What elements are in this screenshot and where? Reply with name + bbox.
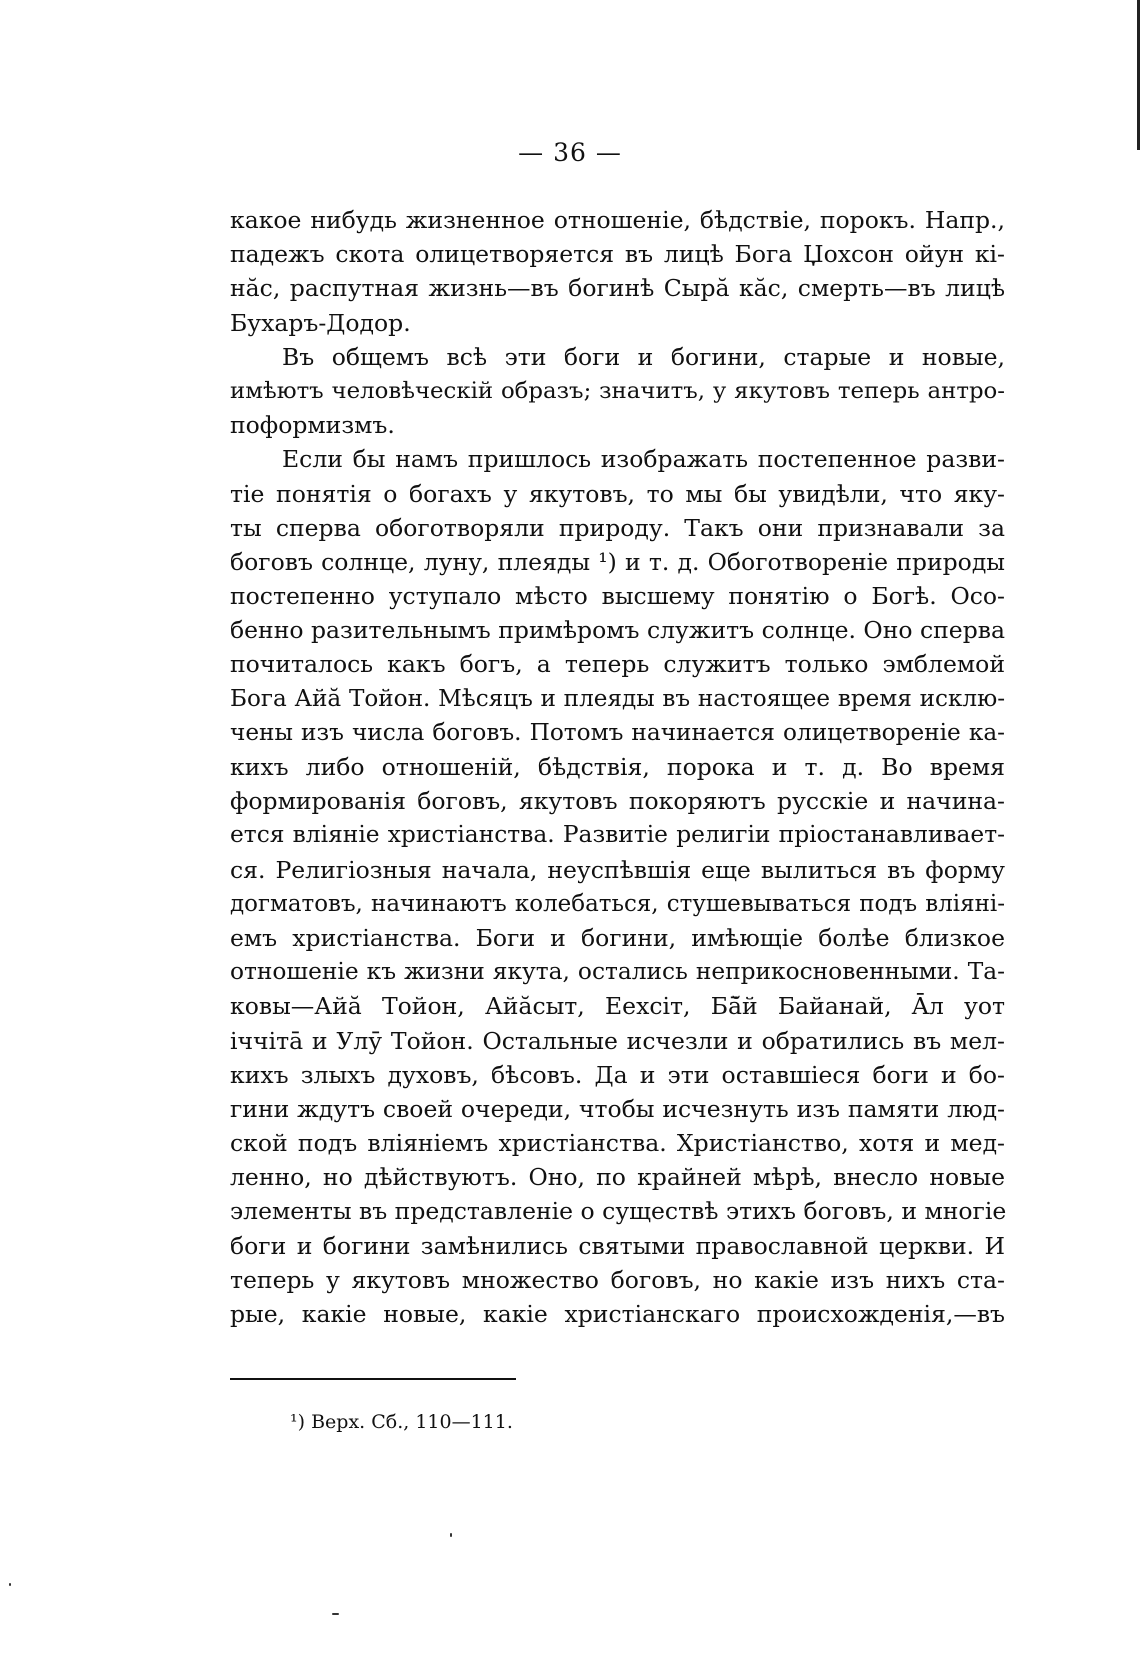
text-line: чены изъ числа боговъ. Потомъ начинается олицетвореніе ка- xyxy=(230,718,1005,746)
text-line: боговъ солнце, луну, плеяды ¹) и т. д. Обоготвореніе природы xyxy=(230,547,1005,576)
text-line: ковы—Айӑ Тойон, Айӑсыт, Еехсіт, Бā̆й Байанай, Āл уот xyxy=(230,992,1005,1021)
text-line: догматовъ, начинаютъ колебаться, стушевываться подъ вліяні- xyxy=(230,890,1005,917)
text-line: Бога Айӑ Тойон. Мѣсяцъ и плеяды въ настоящее время исклю- xyxy=(230,685,1005,712)
text-line: ется вліяніе христіанства. Развитіе религіи пріостанавливает- xyxy=(230,821,1005,849)
text-line: ты сперва обоготворяли природу. Такъ они признавали за xyxy=(230,513,1005,542)
text-line: почиталось какъ богъ, а теперь служитъ только эмблемой xyxy=(230,650,1005,679)
text-line: ленно, но дѣйствуютъ. Оно, по крайней мѣрѣ, внесло новые xyxy=(230,1163,1005,1192)
footnote: ¹) Верх. Сб., 110—111. xyxy=(290,1411,513,1433)
text-line: гини ждутъ своей очереди, чтобы исчезнуть изъ памяти люд- xyxy=(230,1094,1005,1123)
text-line: емъ христіанства. Боги и богини, имѣющіе болѣе близкое xyxy=(230,923,1005,952)
text-line: Въ общемъ всѣ эти боги и богини, старые и новые, xyxy=(282,342,1005,371)
text-line: имѣютъ человѣческій образъ; значитъ, у якутовъ теперь антро- xyxy=(230,377,1005,404)
text-line: отношеніе къ жизни якута, остались неприкосновенными. Та- xyxy=(230,958,1005,986)
text-line: кихъ злыхъ духовъ, бѣсовъ. Да и эти оставшіеся боги и бо- xyxy=(230,1060,1005,1089)
text-line: ся. Религіозныя начала, неуспѣвшія еще вылиться въ форму xyxy=(230,855,1005,884)
text-line: Бухаръ-Додор. xyxy=(230,308,411,337)
text-line: рые, какіе новые, какіе христіанскаго происхожденія,—въ xyxy=(230,1300,1005,1328)
text-line: падежъ скота олицетворяется въ лицѣ Бога Џохсон ойун кі- xyxy=(230,240,1005,269)
text-line: тіе понятія о богахъ у якутовъ, то мы бы увидѣли, что яку- xyxy=(230,479,1005,508)
text-line: поформизмъ. xyxy=(230,411,395,440)
text-line: бенно разительнымъ примѣромъ служитъ солнце. Оно сперва xyxy=(230,616,1005,645)
text-line: постепенно уступало мѣсто высшему понятію о Богѣ. Осо- xyxy=(230,582,1005,611)
text-line: кихъ либо отношеній, бѣдствія, порока и т. д. Во время xyxy=(230,753,1005,781)
page-number: — 36 — xyxy=(518,138,622,167)
body-text xyxy=(230,203,1005,1331)
scan-speck xyxy=(450,1533,452,1537)
text-line: элементы въ представленіе о существѣ этихъ боговъ, и многіе xyxy=(230,1197,1007,1226)
text-line: боги и богини замѣнились святыми православной церкви. И xyxy=(230,1231,1005,1260)
text-line: іччітā и Улӯ Тойон. Остальные исчезли и обратились въ мел- xyxy=(230,1026,1005,1055)
text-line: теперь у якутовъ множество боговъ, но какіе изъ нихъ ста- xyxy=(230,1265,1005,1294)
scan-speck xyxy=(9,1583,11,1586)
text-line: какое нибудь жизненное отношеніе, бѣдствіе, порокъ. Напр., xyxy=(230,206,1005,234)
footnote-rule xyxy=(230,1378,516,1380)
scan-speck xyxy=(332,1613,339,1615)
text-line: формированія боговъ, якутовъ покоряютъ русскіе и начина- xyxy=(230,787,1005,816)
text-line: ской подъ вліяніемъ христіанства. Христіанство, хотя и мед- xyxy=(230,1129,1005,1158)
text-line: нӑс, распутная жизнь—въ богинѣ Сырӑ кӑс, смерть—въ лицѣ xyxy=(230,274,1005,303)
text-line: Если бы намъ пришлось изображать постепенное разви- xyxy=(282,445,1005,474)
